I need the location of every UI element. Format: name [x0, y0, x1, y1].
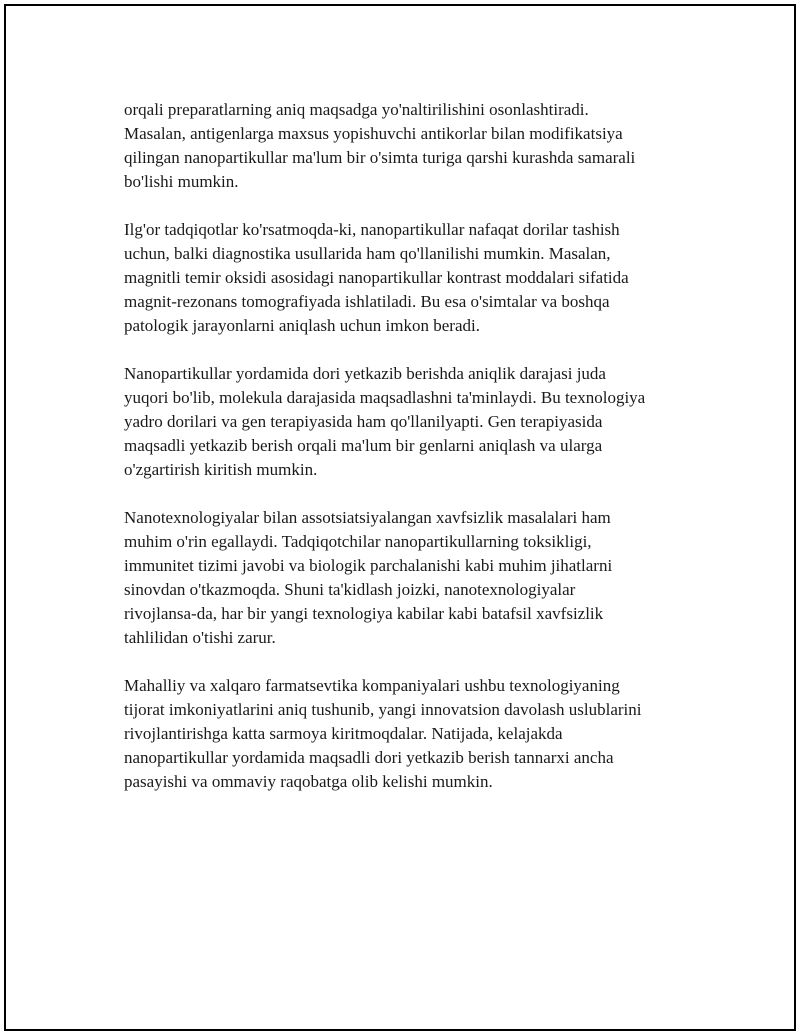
page-frame: [4, 4, 796, 1031]
paragraph-5: Mahalliy va xalqaro farmatsevtika kompaniyalari ushbu texnologiyaning tijorat imkoniyatlarini aniq tushunib, yangi innovatsion davolash uslublarini rivojlantirishga katta sarmoya kiritmoqdalar. Natijada, kelajakda nanopartikullar yordamida maqsadli dori yetkazib berish tannarxi ancha pasayishi va ommaviy raqobatga olib kelishi mumkin.: [124, 676, 642, 791]
document-body: [124, 98, 692, 818]
paragraph-4: Nanotexnologiyalar bilan assotsiatsiyalangan xavfsizlik masalalari ham muhim o'rin egallaydi. Tadqiqotchilar nanopartikullarning toksikligi, immunitet tizimi javobi va biologik parchalanishi kabi muhim jihatlarni sinovdan o'tkazmoqda. Shuni ta'kidlash joizki, nanotexnologiyalar rivojlansa-da, har bir yangi texnologiya kabilar kabi batafsil xavfsizlik tahlilidan o'tishi zarur.: [124, 508, 613, 647]
paragraph-2: Ilg'or tadqiqotlar ko'rsatmoqda-ki, nanopartikullar nafaqat dorilar tashish uchun, balki diagnostika usullarida ham qo'llanilishi mumkin. Masalan, magnitli temir oksidi asosidagi nanopartikullar kontrast moddalari sifatida magnit-rezonans tomografiyada ishlatiladi. Bu esa o'simtalar va boshqa patologik jarayonlarni aniqlash uchun imkon beradi.: [124, 220, 629, 335]
paragraph-3: Nanopartikullar yordamida dori yetkazib berishda aniqlik darajasi juda yuqori bo'lib, molekula darajasida maqsadlashni ta'minlaydi. Bu texnologiya yadro dorilari va gen terapiyasida ham qo'llanilyapti. Gen terapiyasida maqsadli yetkazib berish orqali ma'lum bir genlarni aniqlash va ularga o'zgartirish kiritish mumkin.: [124, 364, 646, 479]
paragraph-1: orqali preparatlarning aniq maqsadga yo'naltirilishini osonlashtiradi. Masalan, antigenlarga maxsus yopishuvchi antikorlar bilan modifikatsiya qilingan nanopartikullar ma'lum bir o'simta turiga qarshi kurashda samarali bo'lishi mumkin.: [124, 100, 636, 191]
